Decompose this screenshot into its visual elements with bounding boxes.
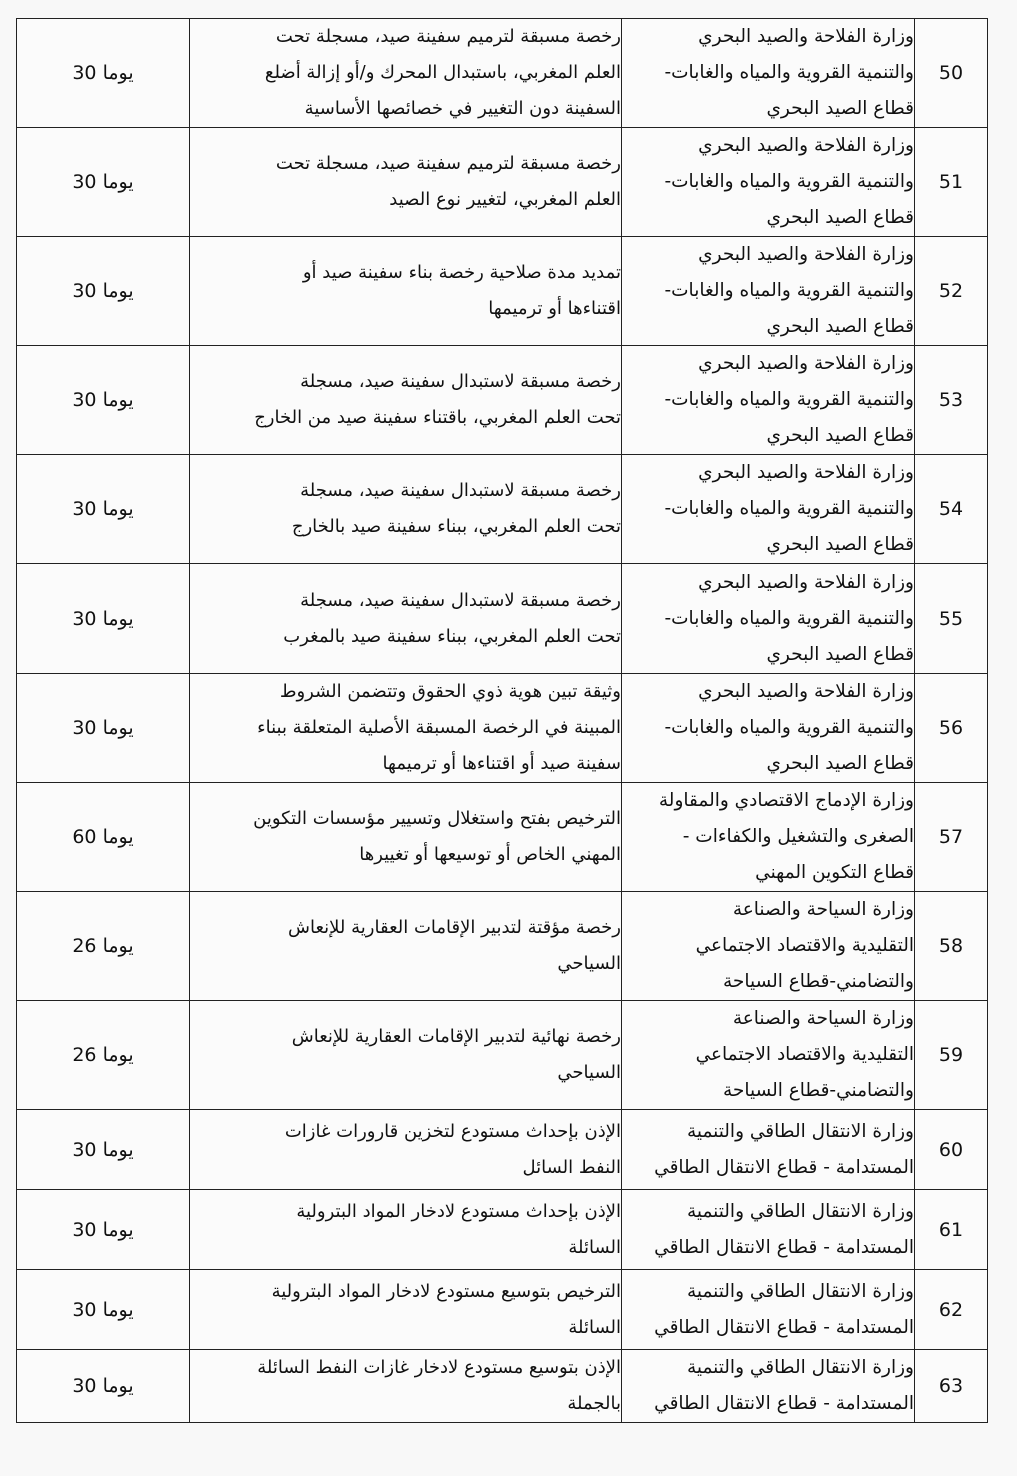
administration-cell-line: المستدامة - قطاع الانتقال الطاقي <box>654 1316 914 1338</box>
document-cell-line: العلم المغربي، لتغيير نوع الصيد <box>389 189 621 210</box>
document-cell-line: السائلة <box>568 1236 621 1258</box>
administration-cell-line: التقليدية والاقتصاد الاجتماعي <box>695 935 914 956</box>
table-row <box>17 237 988 346</box>
administration-cell-line: والتضامني-قطاع السياحة <box>723 971 914 992</box>
delay-cell: 30 يوما <box>17 1350 190 1423</box>
table-row <box>17 1270 988 1350</box>
row-number-cell: 58 <box>915 892 988 1001</box>
document-cell-line: وثيقة تبين هوية ذوي الحقوق وتتضمن الشروط <box>279 681 621 702</box>
document-cell-line: السياحي <box>557 953 621 974</box>
administration-cell-line: والتنمية القروية والمياه والغابات- <box>664 62 914 83</box>
document-cell-line: تحت العلم المغربي، باقتناء سفينة صيد من الخارج <box>254 407 621 428</box>
administration-cell-line: المستدامة - قطاع الانتقال الطاقي <box>654 1156 914 1178</box>
document-cell <box>190 237 622 346</box>
administration-cell-line: والتضامني-قطاع السياحة <box>723 1080 914 1101</box>
administration-cell <box>622 237 915 346</box>
document-cell <box>190 674 622 783</box>
administration-cell-line: وزارة الانتقال الطاقي والتنمية <box>686 1120 914 1142</box>
administration-cell-line: التقليدية والاقتصاد الاجتماعي <box>695 1044 914 1065</box>
administration-cell-line: قطاع الصيد البحري <box>766 534 914 555</box>
administration-cell-line: وزارة الفلاحة والصيد البحري <box>698 353 914 374</box>
row-number-cell: 62 <box>915 1270 988 1350</box>
document-cell <box>190 1110 622 1190</box>
document-cell <box>190 1270 622 1350</box>
document-cell-line: رخصة مؤقتة لتدبير الإقامات العقارية للإنعاش <box>288 917 621 938</box>
document-cell-line: رخصة مسبقة لترميم سفينة صيد، مسجلة تحت <box>275 153 621 174</box>
administration-cell-line: قطاع الصيد البحري <box>766 753 914 774</box>
document-cell <box>190 128 622 237</box>
administration-cell-line: وزارة الفلاحة والصيد البحري <box>698 462 914 483</box>
administration-cell-line: والتنمية القروية والمياه والغابات- <box>664 171 914 192</box>
administration-cell-line: قطاع الصيد البحري <box>766 207 914 228</box>
administration-cell <box>622 19 915 128</box>
administration-cell-line: قطاع الصيد البحري <box>766 425 914 446</box>
document-cell-line: اقتناءها أو ترميمها <box>488 298 621 319</box>
administration-cell-line: المستدامة - قطاع الانتقال الطاقي <box>654 1393 914 1414</box>
delay-cell: 30 يوما <box>17 455 190 564</box>
administration-cell <box>622 1110 915 1190</box>
delay-cell: 30 يوما <box>17 346 190 455</box>
document-cell-line: تمديد مدة صلاحية رخصة بناء سفينة صيد أو <box>302 262 621 283</box>
document-cell-line: السياحي <box>557 1062 621 1083</box>
document-cell <box>190 564 622 674</box>
delay-cell: 30 يوما <box>17 674 190 783</box>
document-cell-line: المهني الخاص أو توسيعها أو تغييرها <box>359 844 621 865</box>
document-cell-line: رخصة نهائية لتدبير الإقامات العقارية للإنعاش <box>291 1026 621 1047</box>
administration-cell-line: والتنمية القروية والمياه والغابات- <box>664 498 914 519</box>
table-row <box>17 1190 988 1270</box>
administration-cell-line: وزارة الإدماج الاقتصادي والمقاولة <box>658 790 914 811</box>
row-number-cell: 60 <box>915 1110 988 1190</box>
administration-cell-line: والتنمية القروية والمياه والغابات- <box>664 280 914 301</box>
table-row <box>17 564 988 674</box>
row-number-cell: 57 <box>915 783 988 892</box>
table-row <box>17 783 988 892</box>
administration-cell-line: قطاع التكوين المهني <box>755 862 914 883</box>
administration-cell-line: قطاع الصيد البحري <box>766 316 914 337</box>
administration-cell-line: قطاع الصيد البحري <box>766 98 914 119</box>
administration-cell-line: قطاع الصيد البحري <box>766 643 914 665</box>
row-number-cell: 51 <box>915 128 988 237</box>
table-row <box>17 674 988 783</box>
administration-cell-line: وزارة الفلاحة والصيد البحري <box>698 135 914 156</box>
administration-cell <box>622 892 915 1001</box>
administration-cell <box>622 346 915 455</box>
document-cell <box>190 892 622 1001</box>
row-number-cell: 53 <box>915 346 988 455</box>
document-cell-line: الإذن بإحداث مستودع لادخار المواد البترولية <box>296 1200 621 1222</box>
document-cell-line: تحت العلم المغربي، ببناء سفينة صيد بالمغرب <box>283 625 621 647</box>
document-cell-line: المبينة في الرخصة المسبقة الأصلية المتعلقة ببناء <box>257 717 621 738</box>
administration-cell <box>622 1001 915 1110</box>
row-number-cell: 50 <box>915 19 988 128</box>
delay-cell: 26 يوما <box>17 1001 190 1110</box>
administration-cell-line: وزارة السياحة والصناعة <box>732 1008 914 1029</box>
document-cell-line: الترخيص بتوسيع مستودع لادخار المواد البترولية <box>271 1280 621 1302</box>
document-cell <box>190 19 622 128</box>
delay-cell: 30 يوما <box>17 564 190 674</box>
document-cell-line: رخصة مسبقة لاستبدال سفينة صيد، مسجلة <box>300 480 621 501</box>
document-cell-line: النفط السائل <box>522 1156 621 1178</box>
administration-cell-line: وزارة الفلاحة والصيد البحري <box>698 571 914 593</box>
administration-cell <box>622 1350 915 1423</box>
administration-cell-line: والتنمية القروية والمياه والغابات- <box>664 607 914 629</box>
table-row <box>17 19 988 128</box>
table-row <box>17 455 988 564</box>
document-cell <box>190 455 622 564</box>
administration-cell <box>622 674 915 783</box>
document-cell-line: رخصة مسبقة لترميم سفينة صيد، مسجلة تحت <box>275 26 621 47</box>
document-cell <box>190 783 622 892</box>
row-number-cell: 61 <box>915 1190 988 1270</box>
row-number-cell: 55 <box>915 564 988 674</box>
row-number-cell: 63 <box>915 1350 988 1423</box>
delay-cell: 60 يوما <box>17 783 190 892</box>
document-cell-line: بالجملة <box>567 1393 621 1414</box>
delay-cell: 30 يوما <box>17 128 190 237</box>
document-cell-line: الإذن بتوسيع مستودع لادخار غازات النفط السائلة <box>257 1357 621 1378</box>
document-cell-line: الإذن بإحداث مستودع لتخزين قارورات غازات <box>284 1120 621 1142</box>
delay-cell: 30 يوما <box>17 19 190 128</box>
administration-cell-line: وزارة الفلاحة والصيد البحري <box>698 244 914 265</box>
document-cell <box>190 346 622 455</box>
administration-cell <box>622 783 915 892</box>
row-number-cell: 54 <box>915 455 988 564</box>
delay-cell: 30 يوما <box>17 237 190 346</box>
administration-cell-line: المستدامة - قطاع الانتقال الطاقي <box>654 1236 914 1258</box>
table-row <box>17 1350 988 1423</box>
delay-cell: 26 يوما <box>17 892 190 1001</box>
document-cell-line: تحت العلم المغربي، ببناء سفينة صيد بالخارج <box>291 516 621 537</box>
row-number-cell: 52 <box>915 237 988 346</box>
administration-cell-line: وزارة الفلاحة والصيد البحري <box>698 681 914 702</box>
delay-cell: 30 يوما <box>17 1190 190 1270</box>
document-cell-line: العلم المغربي، باستبدال المحرك و/أو إزالة أضلع <box>264 62 621 83</box>
document-cell <box>190 1190 622 1270</box>
administration-cell <box>622 1190 915 1270</box>
table-row <box>17 346 988 455</box>
document-cell-line: رخصة مسبقة لاستبدال سفينة صيد، مسجلة <box>300 589 621 611</box>
administration-cell-line: الصغرى والتشغيل والكفاءات - <box>682 826 914 847</box>
administration-cell <box>622 564 915 674</box>
document-cell-line: السائلة <box>568 1316 621 1338</box>
administration-cell-line: وزارة السياحة والصناعة <box>732 899 914 920</box>
administration-cell <box>622 455 915 564</box>
administration-cell-line: وزارة الانتقال الطاقي والتنمية <box>686 1200 914 1222</box>
document-cell <box>190 1350 622 1423</box>
table-row <box>17 128 988 237</box>
administration-cell-line: وزارة الانتقال الطاقي والتنمية <box>686 1357 914 1378</box>
delay-cell: 30 يوما <box>17 1270 190 1350</box>
administration-cell-line: وزارة الفلاحة والصيد البحري <box>698 26 914 47</box>
document-cell-line: رخصة مسبقة لاستبدال سفينة صيد، مسجلة <box>300 371 621 392</box>
document-cell-line: الترخيص بفتح واستغلال وتسيير مؤسسات التكوين <box>253 808 621 829</box>
row-number-cell: 56 <box>915 674 988 783</box>
administration-cell <box>622 1270 915 1350</box>
table-row <box>17 1001 988 1110</box>
row-number-cell: 59 <box>915 1001 988 1110</box>
document-cell-line: السفينة دون التغيير في خصائصها الأساسية <box>304 98 621 119</box>
document-cell <box>190 1001 622 1110</box>
table-body <box>17 19 988 1423</box>
administration-cell-line: وزارة الانتقال الطاقي والتنمية <box>686 1280 914 1302</box>
administration-cell-line: والتنمية القروية والمياه والغابات- <box>664 389 914 410</box>
administration-cell-line: والتنمية القروية والمياه والغابات- <box>664 717 914 738</box>
table-row <box>17 892 988 1001</box>
delay-cell: 30 يوما <box>17 1110 190 1190</box>
administration-cell <box>622 128 915 237</box>
document-cell-line: سفينة صيد أو اقتناءها أو ترميمها <box>382 753 621 774</box>
procedures-table <box>16 18 988 1423</box>
table-row <box>17 1110 988 1190</box>
